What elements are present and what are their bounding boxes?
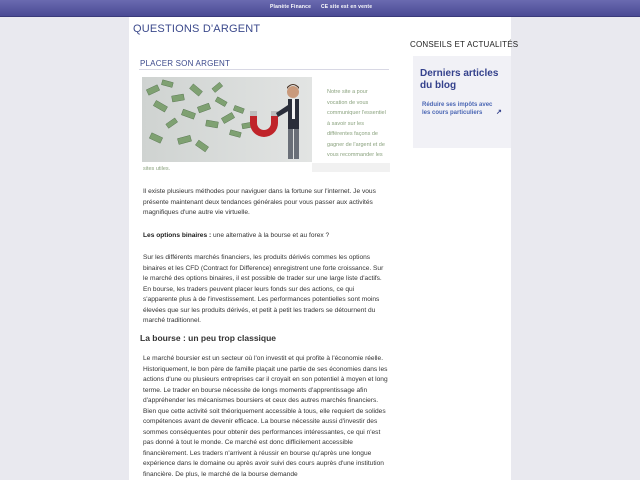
options-heading-bold: Les options binaires :: [143, 232, 212, 239]
nav-link-site-en-vente[interactable]: CE site est en vente: [321, 4, 373, 10]
nav-link-planete-finance[interactable]: Planète Finance: [270, 4, 312, 10]
section-heading: PLACER SON ARGENT: [140, 59, 231, 68]
sidebar-article-link[interactable]: Réduire ses impôts avec les cours particuliers: [422, 102, 493, 116]
sidebar-blog-box: [413, 56, 511, 148]
caption-strip: [312, 163, 390, 172]
hero-illustration: [142, 77, 312, 162]
hero-caption: Notre site a pour vocation de vous communiquer l'essentiel à savoir sur les différentes façons de gagner de l'argent et de vous recommander les: [327, 89, 386, 158]
site-title[interactable]: QUESTIONS D'ARGENT: [133, 23, 261, 35]
options-heading: [143, 231, 388, 242]
article-paragraph-bourse: Le marché boursier est un secteur où l'on investit et qui profite à l'économie réelle. Historiquement, le bon père de famille plaçait une partie de ses économies dans les actions d'une ou plusieurs entreprises car il croyait en son potentiel à moyen et long terme. Le trader en bourse nécessite de longs moments d'apprentissage afin d'appréhender les mécanismes boursiers et ceux des autres marchés financiers. Bien que cette activité soit théoriquement accessible à tous, elle requiert de solides compétences avant de devenir efficace. La bourse nécessite aussi d'investir des sommes conséquentes pour obtenir des performances intéressantes, ce qui n'est pas donné à tout le monde. Ce marché est donc difficilement accessible financièrement. Les traders n'arrivent à réussir en bourse qu'après une longue expérience dans le domaine ou après avoir suivi des cours auprès d'une institution financière. De plus, le marché de la bourse demande: [143, 355, 388, 478]
options-heading-rest: une alternative à la bourse et au forex ?: [211, 232, 330, 239]
section-divider: [139, 69, 389, 70]
sidebar-heading: CONSEILS ET ACTUALITÉS: [410, 40, 519, 49]
top-navigation-bar: [0, 0, 640, 17]
external-arrow-icon[interactable]: ↗: [496, 109, 502, 116]
sidebar-box-title: Derniers articles du blog: [420, 68, 499, 91]
hero-caption-end: sites utiles.: [143, 166, 171, 172]
hero-image: [142, 77, 312, 162]
bourse-subheading: La bourse : un peu trop classique: [140, 333, 277, 343]
article-paragraph-options: Sur les différents marchés financiers, les produits dérivés commes les options binaires et les CFD (Contract for Difference) enregistrent une forte croissance. Sur le marché des options binaires, il est possible de trader sur une large liste d'actifs. En bourse, les traders peuvent placer leurs fonds sur des actions, ce qui s'apparente plus à de l'investissement. Les performances potentielles sont moins élevées que sur les produits dérivés, et petit à petit les traders se détournent du marché traditionnel.: [143, 254, 384, 324]
article-intro: Il existe plusieurs méthodes pour naviguer dans la fortune sur l'internet. Je vous présente maintenant deux tendances générales pour vous passer aux activités magnifiques d'une autre vie virtuelle.: [143, 188, 376, 216]
